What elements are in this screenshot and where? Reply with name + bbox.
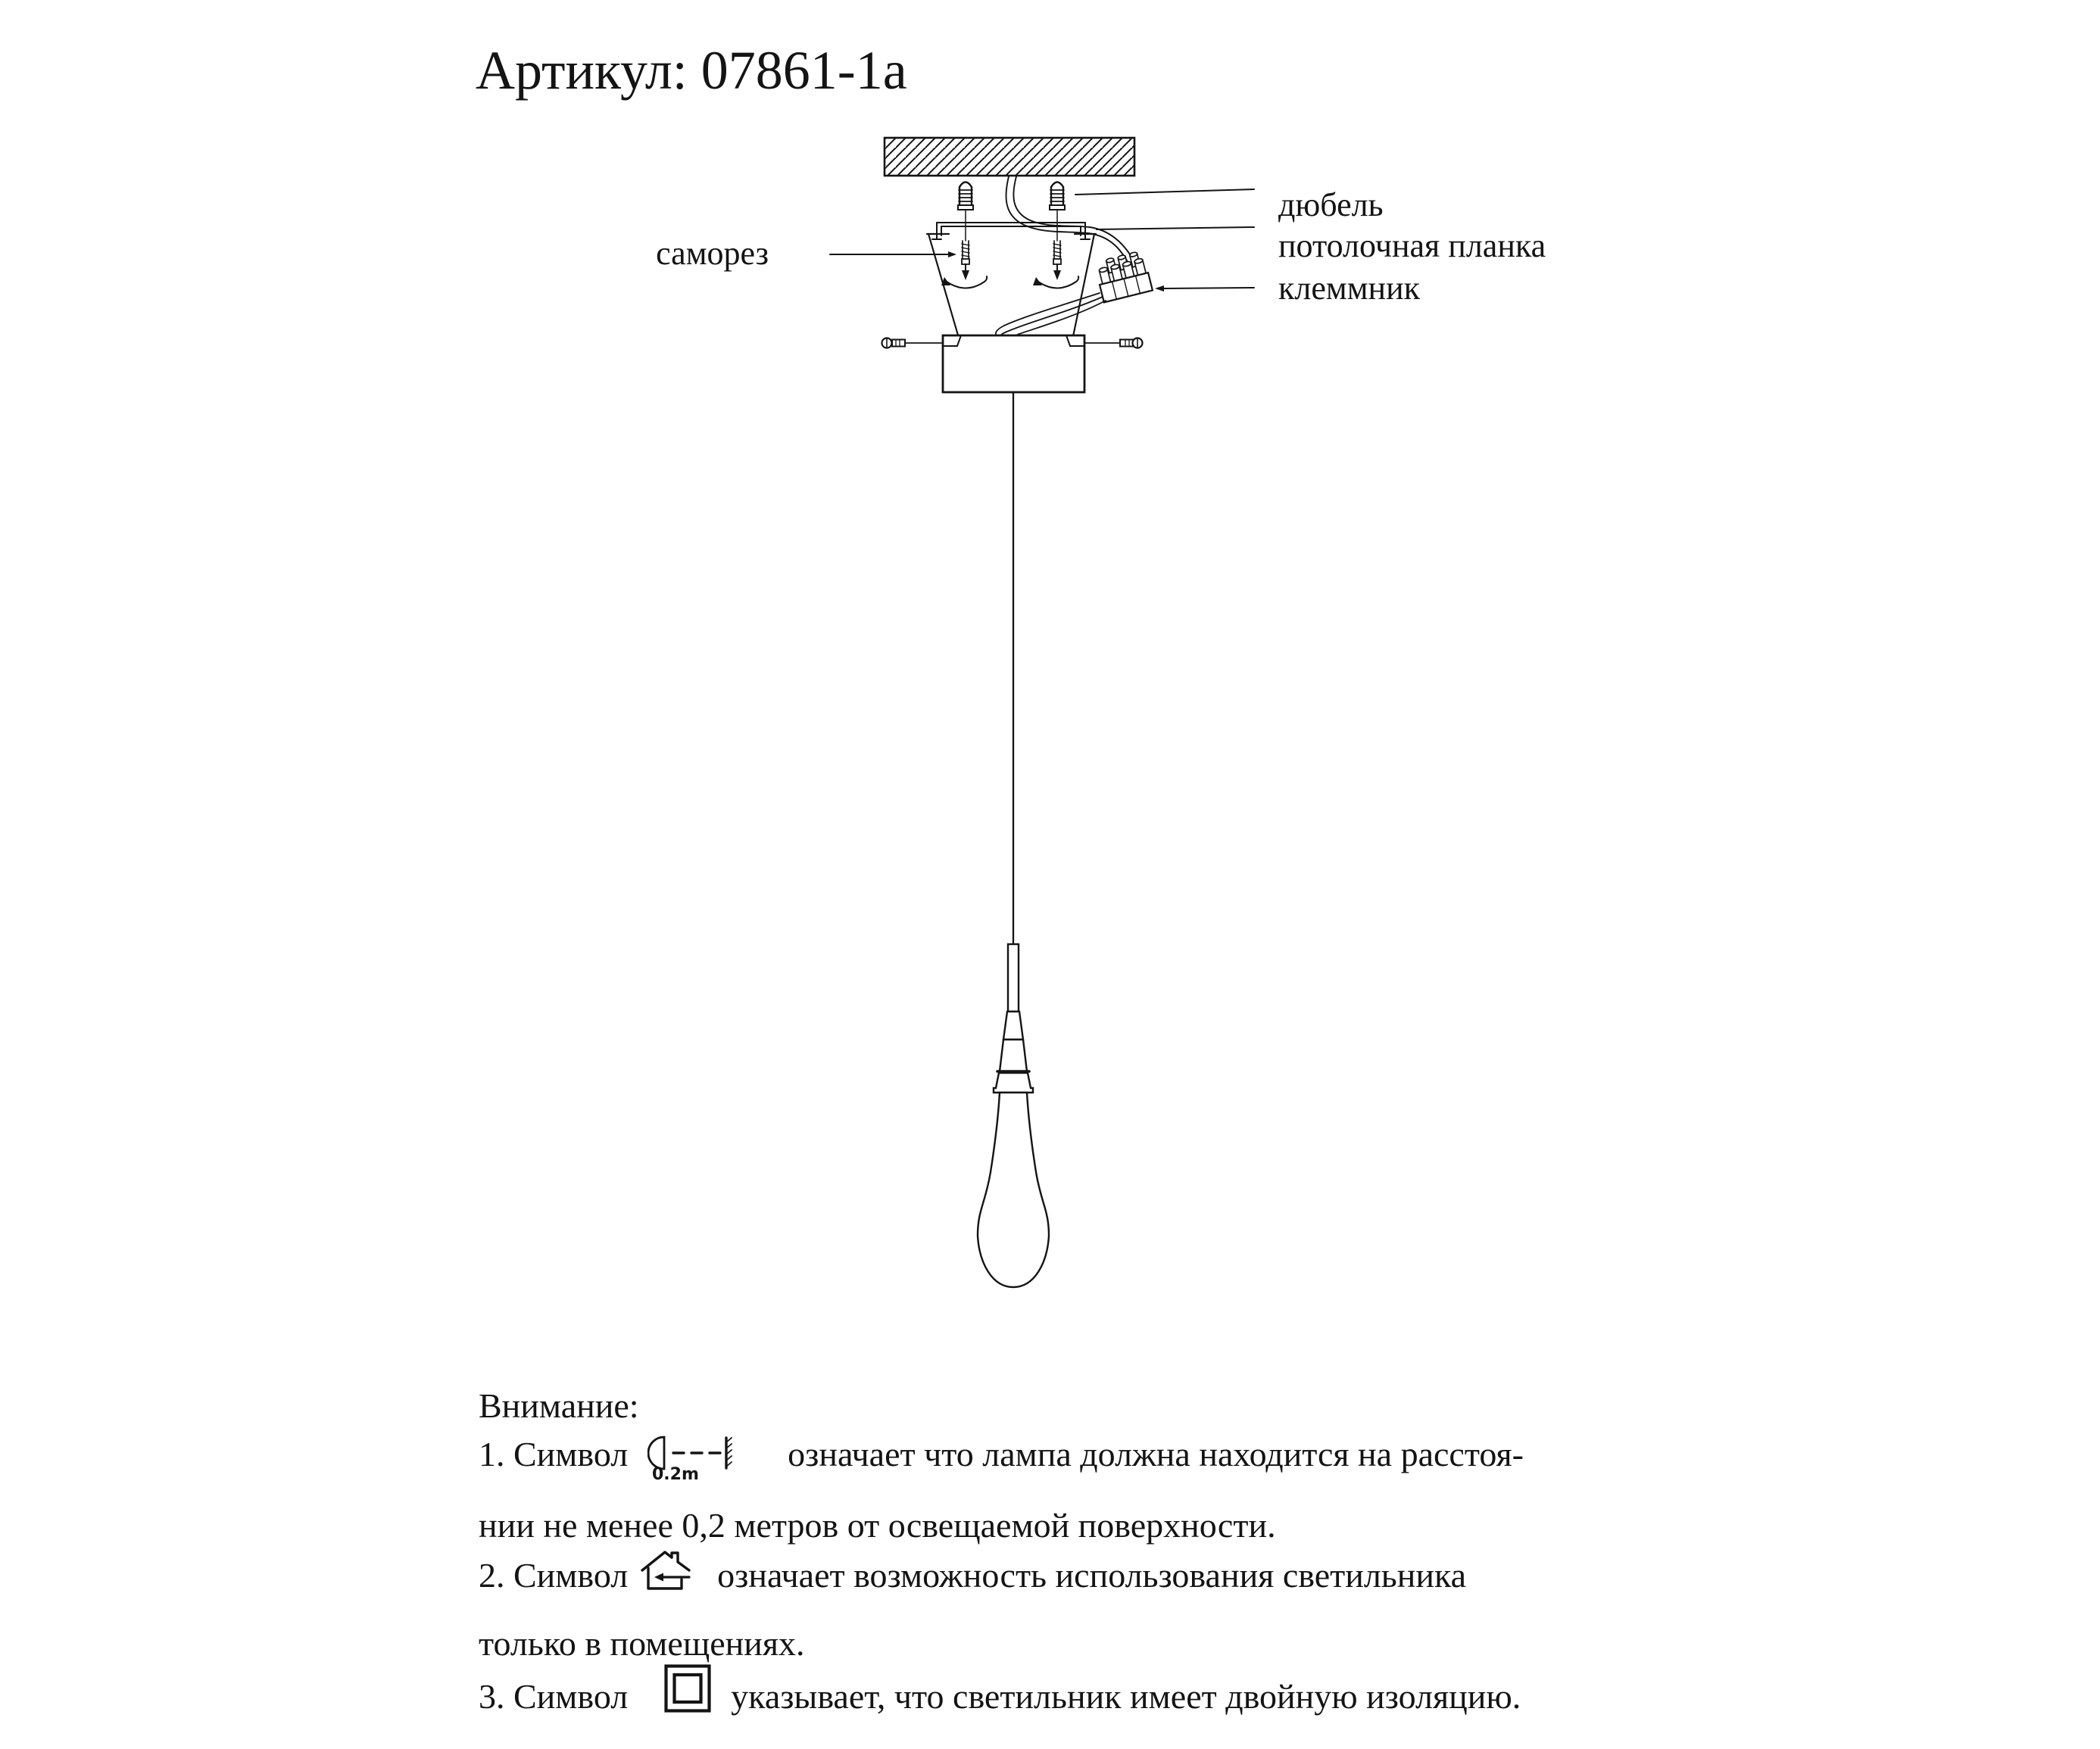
warning-1-prefix: 1. Символ xyxy=(479,1435,629,1473)
warning-2-text: означает возможность использования светильника xyxy=(717,1556,1467,1595)
terminal-block-icon xyxy=(1094,250,1153,302)
warning-3-prefix: 3. Символ xyxy=(479,1677,629,1716)
page-title: Артикул: 07861-1a xyxy=(476,40,907,101)
distance-value-label: 0.2m xyxy=(652,1465,700,1481)
house-indoor-icon xyxy=(640,1549,693,1592)
lamp-wires xyxy=(996,293,1106,339)
warning-item-2-continuation xyxy=(479,1622,805,1666)
warning-item-2 xyxy=(479,1554,1466,1598)
warning-1-continuation-text: нии не менее 0,2 метров от освещаемой поверхности. xyxy=(479,1506,1276,1545)
warning-3-text: указывает, что светильник имеет двойную изоляцию. xyxy=(731,1677,1521,1716)
mounting-screw-icon xyxy=(1033,217,1078,288)
ceiling-hatch xyxy=(885,138,1134,176)
ceiling-bracket xyxy=(932,223,1090,239)
warning-1-text: означает что лампа должна находится на расстоя- xyxy=(788,1435,1524,1473)
label-planka: потолочная планка xyxy=(1278,227,1546,264)
warning-item-1 xyxy=(479,1433,1524,1481)
dowel-anchor-icon xyxy=(958,182,973,218)
teardrop-pendant-lamp xyxy=(978,944,1049,1287)
warning-2-continuation-text: только в помещениях. xyxy=(479,1624,805,1663)
leader-lines xyxy=(830,189,1254,292)
canopy-box xyxy=(943,335,1084,392)
side-screw-icon xyxy=(882,338,942,348)
label-dyubel: дюбель xyxy=(1278,186,1384,223)
warning-item-3 xyxy=(479,1675,1521,1719)
label-klemmnik: клеммник xyxy=(1278,270,1421,307)
side-screw-icon xyxy=(1085,338,1143,348)
dowel-anchor-icon xyxy=(1050,182,1065,218)
warning-2-prefix: 2. Символ xyxy=(479,1556,629,1595)
warnings-heading-text: Внимание: xyxy=(479,1386,639,1425)
canopy-cup xyxy=(927,234,1096,340)
lamp-assembly-diagram xyxy=(818,127,1265,1308)
warnings-heading xyxy=(479,1384,639,1428)
double-insulation-icon xyxy=(664,1664,711,1713)
lamp-distance-icon xyxy=(647,1433,780,1481)
warning-item-1-continuation xyxy=(479,1504,1276,1548)
label-samorez: саморез xyxy=(656,235,769,272)
